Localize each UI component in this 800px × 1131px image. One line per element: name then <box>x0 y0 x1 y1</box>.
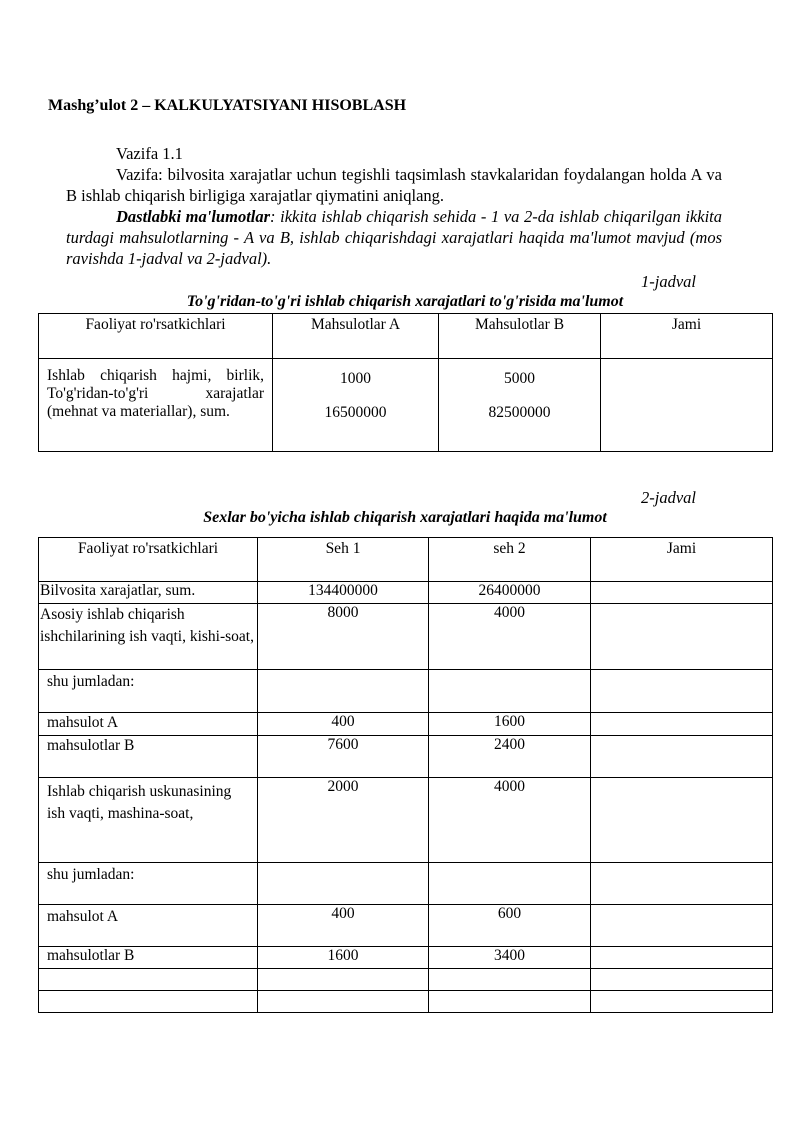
table2-total-value <box>591 947 773 969</box>
table2-row-label: shu jumladan: <box>39 670 258 713</box>
table1-header-products-b: Mahsulotlar B <box>439 314 601 359</box>
table1-label-volume: Ishlab chiqarish hajmi, birlik, <box>47 367 264 384</box>
table2-shop-1-value: 7600 <box>258 736 429 778</box>
table1 <box>38 313 773 452</box>
initial-data-label: Dastlabki ma'lumotlar <box>116 207 271 226</box>
table1-header-products-a: Mahsulotlar A <box>273 314 439 359</box>
table2-label: 2-jadval <box>641 488 696 507</box>
table-row <box>39 905 773 947</box>
table2-shop-2-value: 3400 <box>429 947 591 969</box>
table2-row-label: mahsulot A <box>39 713 258 736</box>
table1-label: 1-jadval <box>641 272 696 291</box>
table2-shop-1-value: 400 <box>258 905 429 947</box>
table1-products-a-cell <box>273 359 439 452</box>
table2-row-label: mahsulotlar B <box>39 947 258 969</box>
table2-total-value <box>591 778 773 863</box>
table2-total-value <box>591 670 773 713</box>
table-row <box>39 778 773 863</box>
table2-header-row <box>39 538 773 582</box>
table-row <box>39 736 773 778</box>
table2-shop-1-value: 400 <box>258 713 429 736</box>
table2-shop-2-value <box>429 670 591 713</box>
task-heading: Vazifa 1.1 <box>116 144 183 163</box>
table2-total-value <box>591 991 773 1013</box>
table2-shop-2-value: 4000 <box>429 778 591 863</box>
table1-row-label <box>39 359 273 452</box>
table-row <box>39 604 773 670</box>
table1-data-row <box>39 359 773 452</box>
table2-total-value <box>591 604 773 670</box>
table1-header-indicators: Faoliyat ro'rsatkichlari <box>39 314 273 359</box>
page-title: Mashg’ulot 2 – KALKULYATSIYANI HISOBLASH <box>48 97 407 114</box>
table1-products-b-cell <box>439 359 601 452</box>
table2-total-value <box>591 863 773 905</box>
table-row <box>39 670 773 713</box>
table1-volume-b: 5000 <box>504 370 535 387</box>
table-row <box>39 863 773 905</box>
table2-row-label: mahsulotlar B <box>39 736 258 778</box>
table2-total-value <box>591 582 773 604</box>
table2-row-label: shu jumladan: <box>39 863 258 905</box>
table2-row-label: mahsulot A <box>39 905 258 947</box>
table2-shop-2-value <box>429 969 591 991</box>
table2-shop-2-value: 600 <box>429 905 591 947</box>
table2-row-label: Ishlab chiqarish uskunasining ish vaqti, mashina-soat, <box>39 778 258 863</box>
table2-row-label <box>39 969 258 991</box>
table-row <box>39 713 773 736</box>
table2-shop-1-value <box>258 969 429 991</box>
table2-shop-2-value: 26400000 <box>429 582 591 604</box>
task-text: Vazifa: bilvosita xarajatlar uchun tegishli taqsimlash stavkalaridan foydalangan holda A va B ishlab chiqarish birligiga xarajatlar qiymatini aniqlang. <box>66 165 722 205</box>
table2-header-indicators: Faoliyat ro'rsatkichlari <box>39 538 258 582</box>
table1-header-row <box>39 314 773 359</box>
table2-shop-1-value: 8000 <box>258 604 429 670</box>
table1-total-cell <box>601 359 773 452</box>
initial-data-text: : ikkita ishlab chiqarish sehida - 1 va 2-da ishlab chiqarilgan ikkita turdagi mahsulotlarning - A va B, ishlab chiqarishdagi xarajatlari haqida ma'lumot mavjud (mos ravishda 1-jadval va 2-jadval). <box>66 207 722 268</box>
table-row <box>39 582 773 604</box>
table2-row-label: Asosiy ishlab chiqarish ishchilarining ish vaqti, kishi-soat, <box>39 604 258 670</box>
table2-shop-2-value <box>429 863 591 905</box>
table-row <box>39 947 773 969</box>
table2-row-label: Bilvosita xarajatlar, sum. <box>39 582 258 604</box>
table2-shop-1-value: 134400000 <box>258 582 429 604</box>
table2-shop-1-value <box>258 863 429 905</box>
table2-shop-2-value: 4000 <box>429 604 591 670</box>
table1-caption: To'g'ridan-to'g'ri ishlab chiqarish xarajatlari to'g'risida ma'lumot <box>186 293 624 310</box>
table2-shop-1-value <box>258 991 429 1013</box>
table2 <box>38 537 773 1013</box>
table2-shop-2-value: 1600 <box>429 713 591 736</box>
table2-header-shop-1: Seh 1 <box>258 538 429 582</box>
initial-data-paragraph <box>66 206 722 269</box>
table2-header-total: Jami <box>591 538 773 582</box>
table2-shop-2-value: 2400 <box>429 736 591 778</box>
table-row <box>39 991 773 1013</box>
table2-caption: Sexlar bo'yicha ishlab chiqarish xarajatlari haqida ma'lumot <box>203 509 607 526</box>
table1-costs-b: 82500000 <box>488 404 551 421</box>
table2-total-value <box>591 713 773 736</box>
table2-shop-1-value: 2000 <box>258 778 429 863</box>
table2-header-shop-2: seh 2 <box>429 538 591 582</box>
table2-shop-1-value <box>258 670 429 713</box>
table2-row-label <box>39 991 258 1013</box>
table1-header-total: Jami <box>601 314 773 359</box>
table1-label-costs: To'g'ridan-to'g'ri xarajatlar (mehnat va materiallar), sum. <box>47 385 264 420</box>
table2-total-value <box>591 905 773 947</box>
table2-total-value <box>591 736 773 778</box>
table1-volume-a: 1000 <box>340 370 371 387</box>
table2-total-value <box>591 969 773 991</box>
table2-shop-2-value <box>429 991 591 1013</box>
table-row <box>39 969 773 991</box>
table1-costs-a: 16500000 <box>324 404 387 421</box>
table2-shop-1-value: 1600 <box>258 947 429 969</box>
